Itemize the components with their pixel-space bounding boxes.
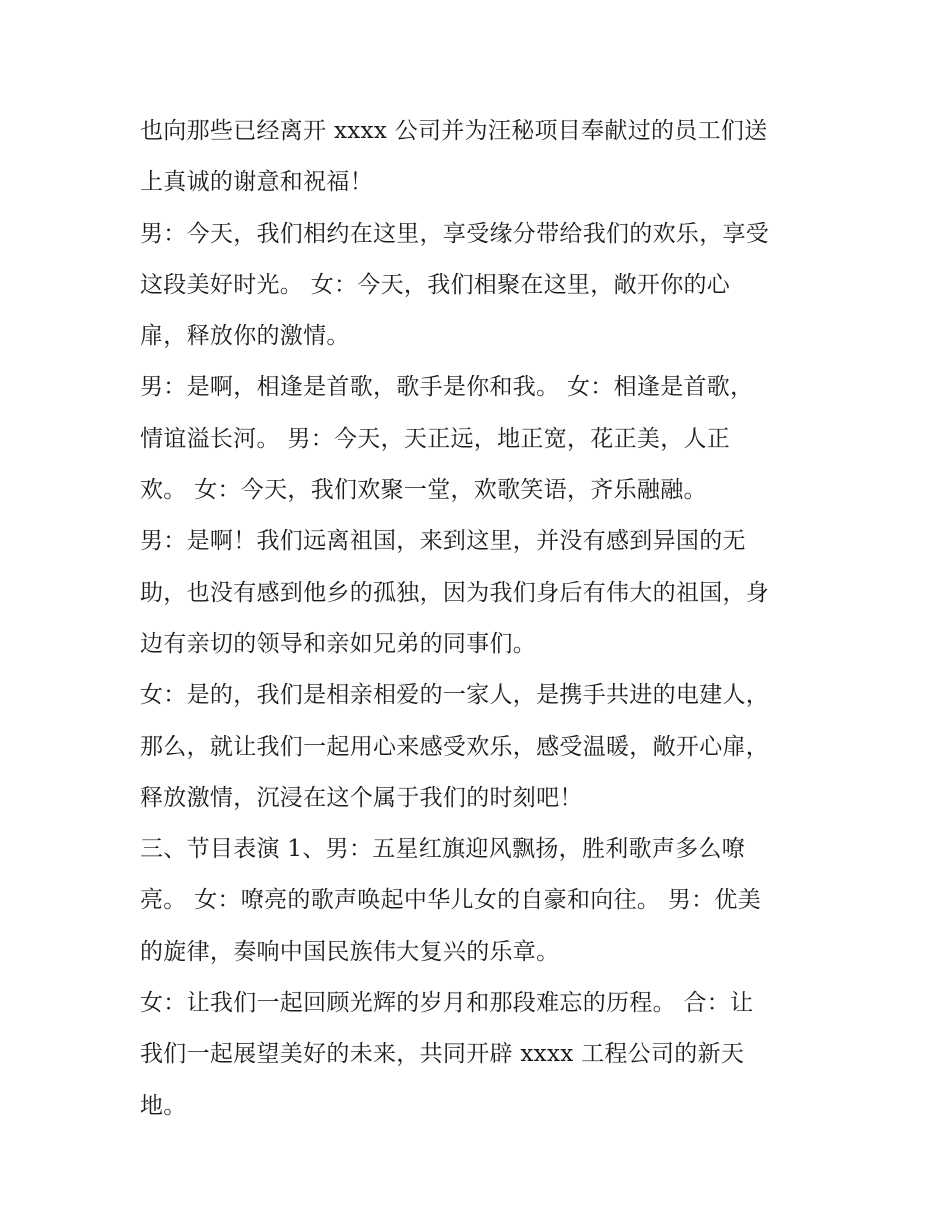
text-line: 地。: [140, 1092, 187, 1119]
text-line: 三、节目表演 1、男：五星红旗迎风飘扬，胜利歌声多么嘹: [140, 836, 746, 863]
document-body-text: [140, 106, 830, 1132]
text-line: 我们一起展望美好的未来，共同开辟 xxxx 工程公司的新天: [140, 1041, 745, 1068]
text-line: 释放激情，沉浸在这个属于我们的时刻吧！: [140, 784, 583, 811]
text-line: 女：让我们一起回顾光辉的岁月和那段难忘的历程。 合：让: [140, 990, 754, 1017]
text-line: 也向那些已经离开 xxxx 公司并为汪秘项目奉献过的员工们送: [140, 118, 768, 144]
text-line: 亮。 女：嘹亮的歌声唤起中华儿女的自豪和向往。 男：优美: [140, 887, 762, 914]
text-line: 上真诚的谢意和祝福！: [140, 169, 373, 196]
text-line: 男：是啊！我们远离祖国，来到这里，并没有感到异国的无: [140, 528, 746, 555]
text-line: 男：是啊，相逢是首歌，歌手是你和我。 女：相逢是首歌，: [140, 374, 754, 401]
text-line: 男：今天，我们相约在这里，享受缘分带给我们的欢乐，享受: [140, 220, 770, 247]
text-line: 扉，释放你的激情。: [140, 323, 350, 350]
text-line: 情谊溢长河。 男：今天，天正远，地正宽，花正美，人正: [140, 425, 731, 452]
text-line: 的旋律，奏响中国民族伟大复兴的乐章。: [140, 938, 560, 965]
text-line: 那么，就让我们一起用心来感受欢乐，感受温暖，敞开心扉，: [140, 733, 770, 760]
text-line: 女：是的，我们是相亲相爱的一家人，是携手共进的电建人，: [140, 682, 770, 709]
text-line: 欢。 女：今天，我们欢聚一堂，欢歌笑语，齐乐融融。: [140, 477, 707, 504]
text-line: 助，也没有感到他乡的孤独，因为我们身后有伟大的祖国，身: [140, 579, 770, 606]
text-line: 这段美好时光。 女：今天，我们相聚在这里，敞开你的心: [140, 271, 731, 298]
text-line: 边有亲切的领导和亲如兄弟的同事们。: [140, 630, 537, 657]
